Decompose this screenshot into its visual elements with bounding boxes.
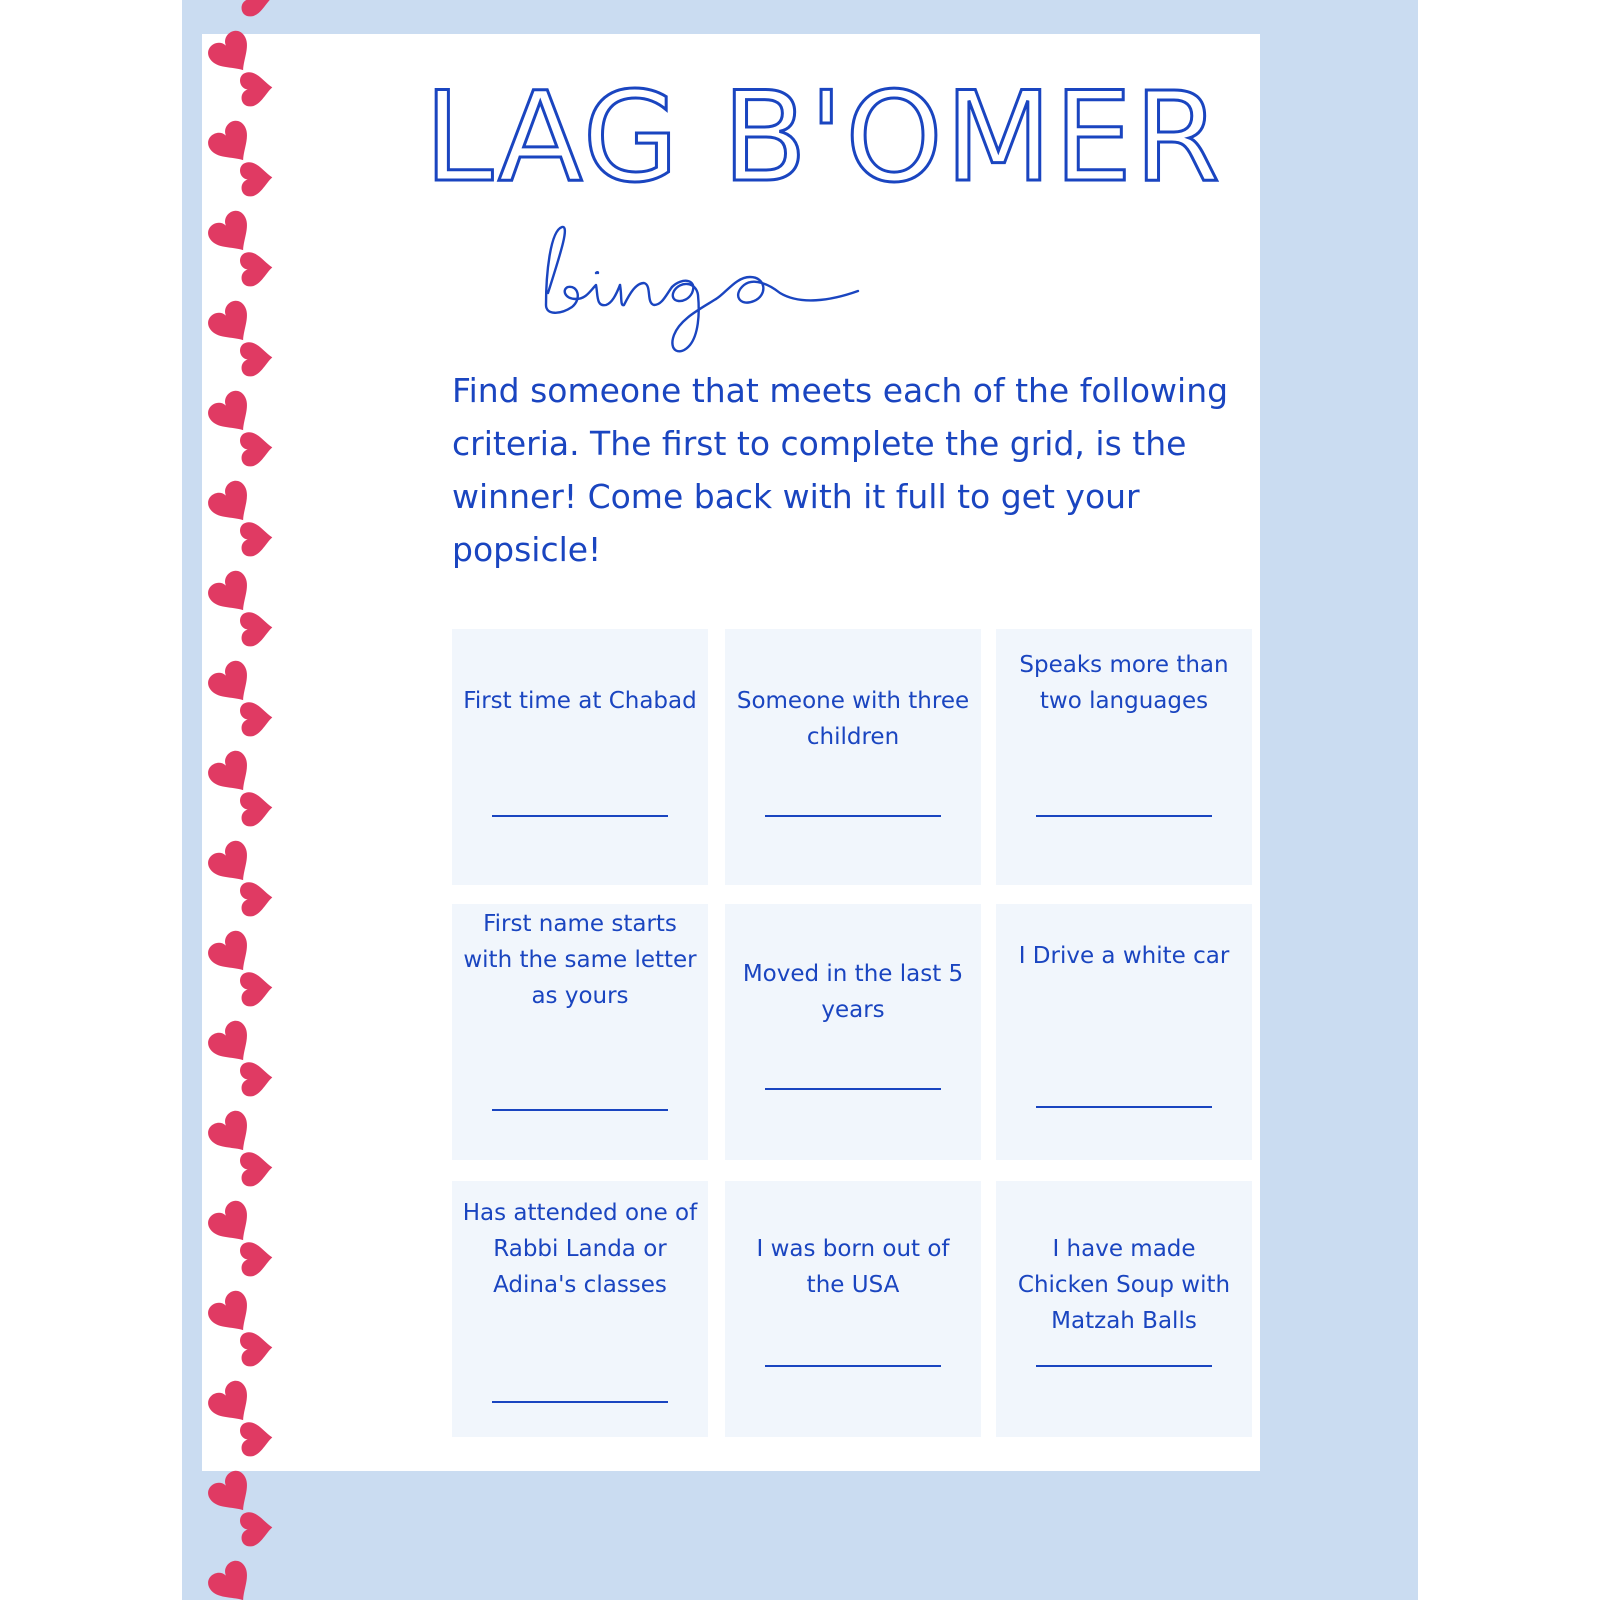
bingo-cell[interactable]	[725, 629, 981, 885]
heart-icon	[239, 160, 273, 197]
heart-border	[196, 0, 274, 1600]
heart-icon	[239, 1510, 273, 1547]
heart-icon	[239, 1150, 273, 1187]
cell-label: First time at Chabad	[463, 688, 697, 714]
heart-icon	[239, 1420, 273, 1457]
bingo-cell[interactable]	[452, 629, 708, 885]
bingo-script-svg	[540, 215, 880, 365]
heart-icon	[239, 1330, 273, 1367]
cell-label: Has attended one of Rabbi Landa or Adina's classes	[462, 1200, 698, 1298]
heart-border-svg	[196, 0, 274, 1600]
bingo-cell[interactable]	[996, 904, 1252, 1160]
cell-label: Moved in the last 5 years	[742, 961, 964, 1023]
signature-line[interactable]	[492, 815, 668, 817]
cell-label: I was born out of the USA	[756, 1236, 950, 1298]
signature-line[interactable]	[1036, 1106, 1212, 1108]
heart-icon	[204, 1557, 260, 1600]
cell-label: Someone with three children	[736, 688, 970, 750]
heart-icon	[239, 790, 273, 827]
cell-label: Speaks more than two languages	[1019, 652, 1229, 714]
heart-icon	[239, 250, 273, 287]
subtitle-bingo	[540, 215, 880, 365]
bingo-cell[interactable]	[996, 629, 1252, 885]
heart-icon	[239, 430, 273, 467]
signature-line[interactable]	[492, 1401, 668, 1403]
heart-icon	[239, 700, 273, 737]
cell-label: I have made Chicken Soup with Matzah Balls	[1017, 1236, 1231, 1334]
bingo-grid	[452, 629, 1252, 1437]
signature-line[interactable]	[1036, 1365, 1212, 1367]
signature-line[interactable]	[765, 1365, 941, 1367]
heart-icon	[239, 1240, 273, 1277]
signature-line[interactable]	[765, 1088, 941, 1090]
bingo-cell[interactable]	[452, 1181, 708, 1437]
heart-icon	[239, 880, 273, 917]
cell-label: First name starts with the same letter as yours	[463, 911, 697, 1009]
bingo-cell[interactable]	[725, 1181, 981, 1437]
signature-line[interactable]	[1036, 815, 1212, 817]
heart-icon	[239, 1060, 273, 1097]
heart-icon	[239, 0, 273, 17]
page-title: LAG B'OMER	[424, 66, 1223, 210]
heart-icon	[239, 970, 273, 1007]
bingo-cell[interactable]	[725, 904, 981, 1160]
signature-line[interactable]	[765, 815, 941, 817]
bingo-cell[interactable]	[996, 1181, 1252, 1437]
bingo-cell[interactable]	[452, 904, 708, 1160]
heart-icon	[239, 520, 273, 557]
heart-icon	[239, 70, 273, 107]
signature-line[interactable]	[492, 1109, 668, 1111]
heart-icon	[239, 610, 273, 647]
heart-icon	[239, 340, 273, 377]
cell-label: I Drive a white car	[1018, 943, 1230, 969]
instructions-text: Find someone that meets each of the following criteria. The first to complete the grid, is the winner! Come back with it full to get your popsicle!	[452, 371, 1229, 569]
